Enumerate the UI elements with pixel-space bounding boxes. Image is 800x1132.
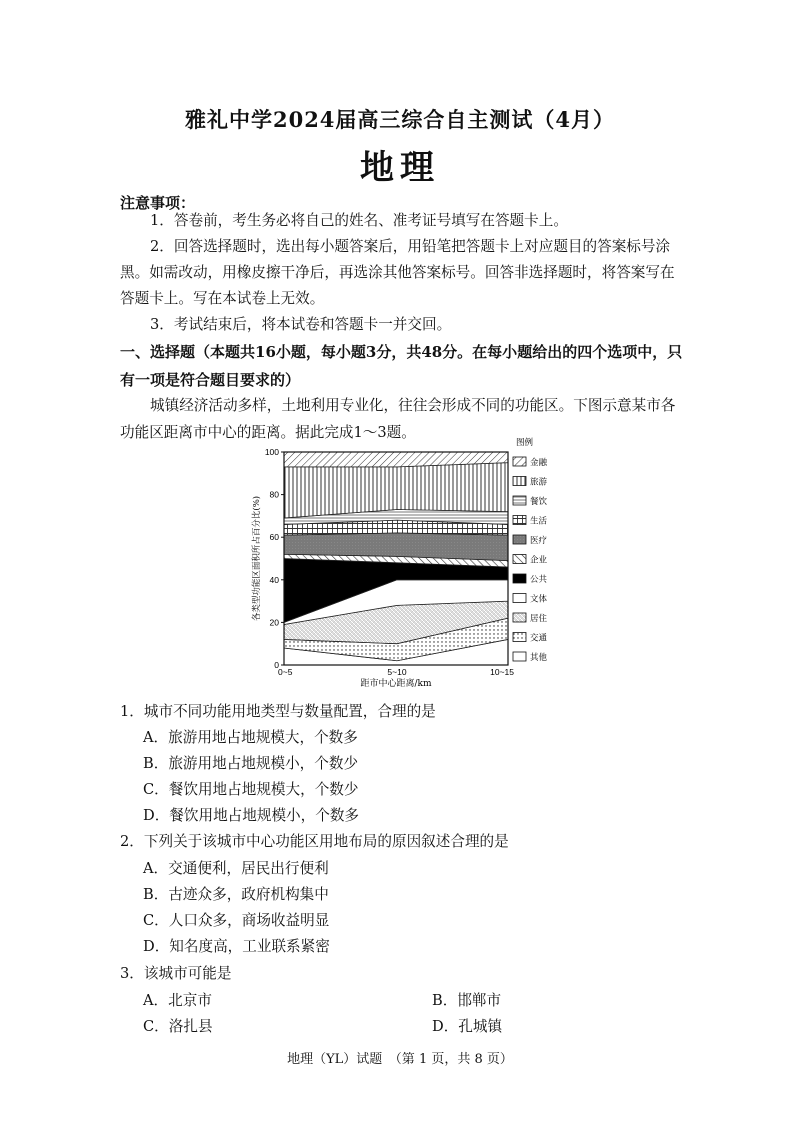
legend-swatch — [513, 516, 526, 525]
y-tick-label: 0 — [274, 660, 279, 670]
plot-area — [284, 452, 508, 665]
legend-label: 旅游 — [530, 477, 548, 488]
legend-swatch — [513, 555, 526, 564]
notice-item-3: 3．考试结束后，将本试卷和答题卡一并交回。 — [150, 316, 452, 333]
legend-label: 公共 — [530, 575, 548, 585]
legend-label: 企业 — [530, 555, 548, 566]
legend-label: 金融 — [530, 458, 548, 468]
question-2-stem: 2．下列关于该城市中心功能区用地布局的原因叙述合理的是 — [120, 833, 509, 850]
question-3-option-c[interactable]: C．洛扎县 — [143, 1018, 213, 1035]
question-2-option-b[interactable]: B．古迹众多，政府机构集中 — [143, 886, 329, 903]
legend-swatch — [513, 535, 526, 544]
y-tick-label: 80 — [269, 489, 279, 500]
x-tick-label: 10~15 — [490, 667, 514, 677]
question-3-option-a[interactable]: A．北京市 — [143, 992, 212, 1009]
subject-title: 地理 — [360, 148, 440, 188]
legend-swatch — [513, 496, 526, 505]
area-band-10 — [284, 463, 508, 518]
legend-swatch — [513, 477, 526, 486]
question-3-stem: 3．该城市可能是 — [120, 965, 232, 982]
legend-swatch — [513, 652, 526, 661]
y-axis-label: 各类型功能区面积所占百分比(%) — [252, 495, 262, 622]
question-3-option-d[interactable]: D．孔城镇 — [432, 1018, 503, 1035]
legend-label: 居住 — [530, 614, 548, 624]
y-tick-label: 40 — [269, 574, 279, 585]
land-use-area-chart — [240, 436, 560, 694]
legend-label: 餐饮 — [530, 497, 548, 507]
section-heading: 一、选择题（本题共16小题，每小题3分，共48分。在每小题给出的四个选项中，只有一项是符合题目要求的） — [120, 343, 683, 389]
y-tick-label: 100 — [264, 447, 279, 457]
question-1-option-b[interactable]: B．旅游用地占地规模小，个数少 — [143, 755, 359, 772]
x-tick-label: 0~5 — [278, 667, 293, 677]
question-2-option-c[interactable]: C．人口众多，商场收益明显 — [143, 912, 330, 929]
page-footer: 地理（YL）试题 （第 1 页，共 8 页） — [287, 1052, 513, 1067]
x-tick-label: 5~10 — [387, 667, 407, 677]
notice-item-1: 1．答卷前，考生务必将自己的姓名、准考证号填写在答题卡上。 — [150, 212, 568, 229]
legend-label: 交通 — [530, 633, 548, 644]
legend-swatch — [513, 574, 526, 583]
notice-item-2: 2．回答选择题时，选出每小题答案后，用铅笔把答题卡上对应题目的答案标号涂黑。如需改动，用橡皮擦干净后，再选涂其他答案标号。回答非选择题时，将答案写在答题卡上。写在本试卷上无效。 — [120, 238, 675, 307]
legend-title: 图例 — [516, 438, 534, 448]
notice-heading: 注意事项： — [120, 194, 196, 212]
notice-list — [120, 208, 680, 338]
y-tick-label: 60 — [269, 532, 279, 543]
question-3-option-b[interactable]: B．邯郸市 — [432, 992, 502, 1009]
x-axis-label: 距市中心距离/km — [360, 679, 432, 689]
legend-label: 其他 — [530, 653, 548, 663]
question-2-option-a[interactable]: A．交通便利，居民出行便利 — [143, 860, 329, 877]
legend-swatch — [513, 613, 526, 622]
legend-swatch — [513, 457, 526, 466]
legend-swatch — [513, 633, 526, 642]
y-tick-label: 20 — [269, 617, 279, 628]
legend — [513, 437, 548, 663]
question-1-stem: 1．城市不同功能用地类型与数量配置，合理的是 — [120, 703, 436, 720]
passage-text: 城镇经济活动多样，土地利用专业化，往往会形成不同的功能区。下图示意某市各功能区距离市中心的距离。据此完成1～3题。 — [120, 397, 676, 441]
legend-label: 医疗 — [530, 536, 548, 546]
question-1-option-a[interactable]: A．旅游用地占地规模大，个数多 — [143, 729, 358, 746]
question-1-option-c[interactable]: C．餐饮用地占地规模大，个数少 — [143, 781, 359, 798]
legend-swatch — [513, 594, 526, 603]
legend-label: 文体 — [530, 594, 548, 605]
legend-label: 生活 — [530, 516, 548, 527]
question-2-option-d[interactable]: D．知名度高，工业联系紧密 — [143, 938, 330, 955]
question-1-option-d[interactable]: D．餐饮用地占地规模小，个数多 — [143, 807, 360, 824]
exam-title: 雅礼中学2024届高三综合自主测试（4月） — [184, 107, 616, 132]
